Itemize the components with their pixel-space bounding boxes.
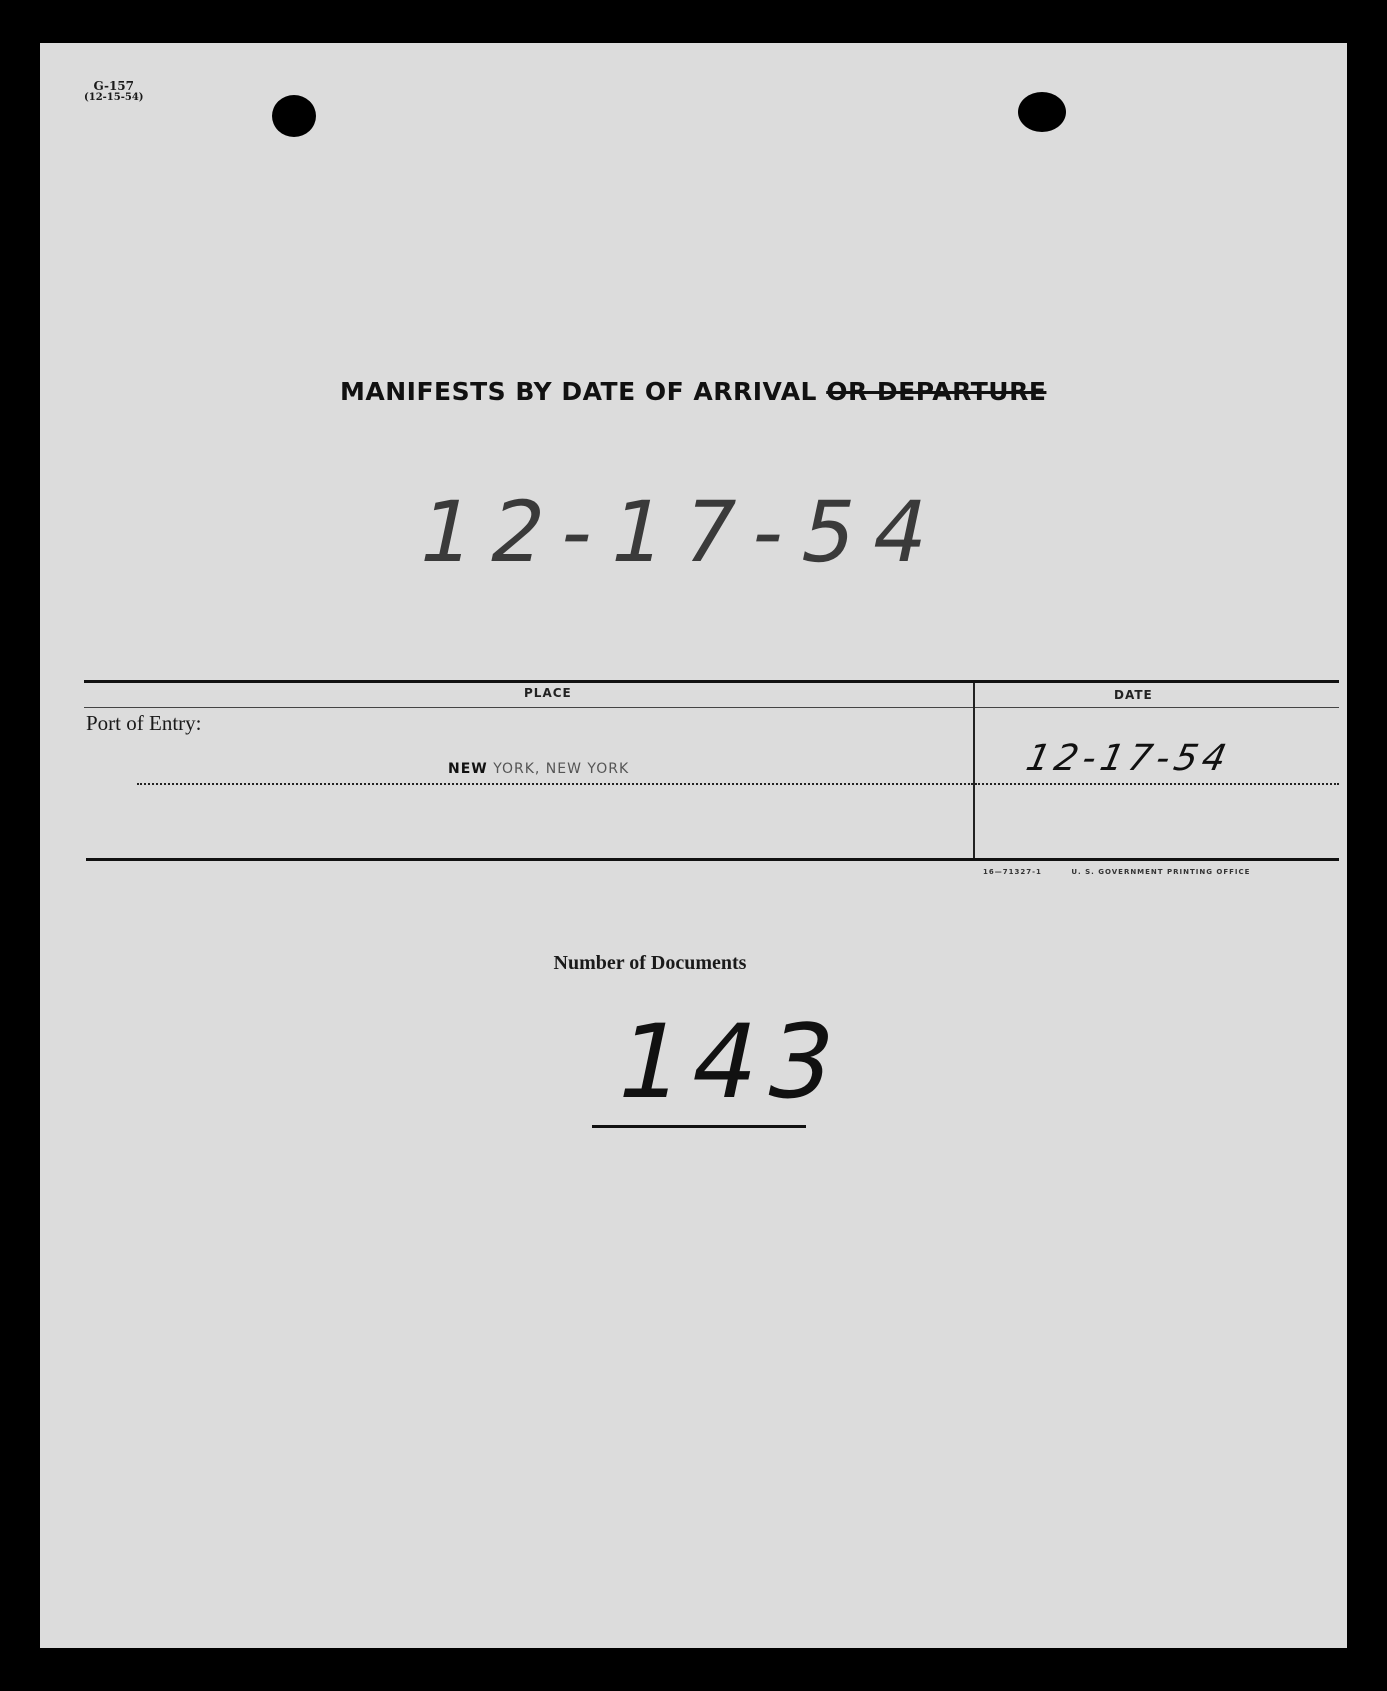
handwritten-entry-date: 12-17-54 (1022, 738, 1235, 779)
place-dotted-line (137, 783, 973, 785)
place-column-header: PLACE (524, 686, 572, 700)
form-number: G-157 (93, 79, 134, 93)
form-revision: (12-15-54) (84, 92, 144, 103)
printer-imprint (983, 868, 1276, 876)
punch-hole-left (272, 95, 316, 137)
place-value-bold: NEW (448, 761, 488, 777)
page-title (340, 377, 1070, 406)
printer-office: U. S. GOVERNMENT PRINTING OFFICE (1071, 868, 1251, 876)
column-divider (973, 683, 975, 859)
title-main: MANIFESTS BY DATE OF ARRIVAL (340, 377, 817, 406)
table-bottom-rule (86, 858, 1339, 861)
form-identifier (84, 81, 144, 103)
title-struck-text: OR DEPARTURE (826, 377, 1047, 406)
port-of-entry-label: Port of Entry: (86, 711, 202, 735)
handwritten-document-count: 143 (605, 1003, 856, 1122)
document-page (40, 43, 1347, 1648)
count-underline (592, 1125, 806, 1128)
place-value (448, 761, 629, 777)
printer-code: 16—71327-1 (983, 868, 1042, 876)
table-top-rule (84, 680, 1339, 683)
punch-hole-right (1018, 92, 1066, 132)
handwritten-date: 12-17-54 (409, 483, 956, 581)
date-column-header: DATE (1114, 688, 1153, 702)
date-dotted-line (975, 783, 1339, 785)
place-value-rest: YORK, NEW YORK (493, 761, 630, 777)
documents-count-label: Number of Documents (553, 952, 747, 974)
table-header-rule (84, 707, 1339, 708)
